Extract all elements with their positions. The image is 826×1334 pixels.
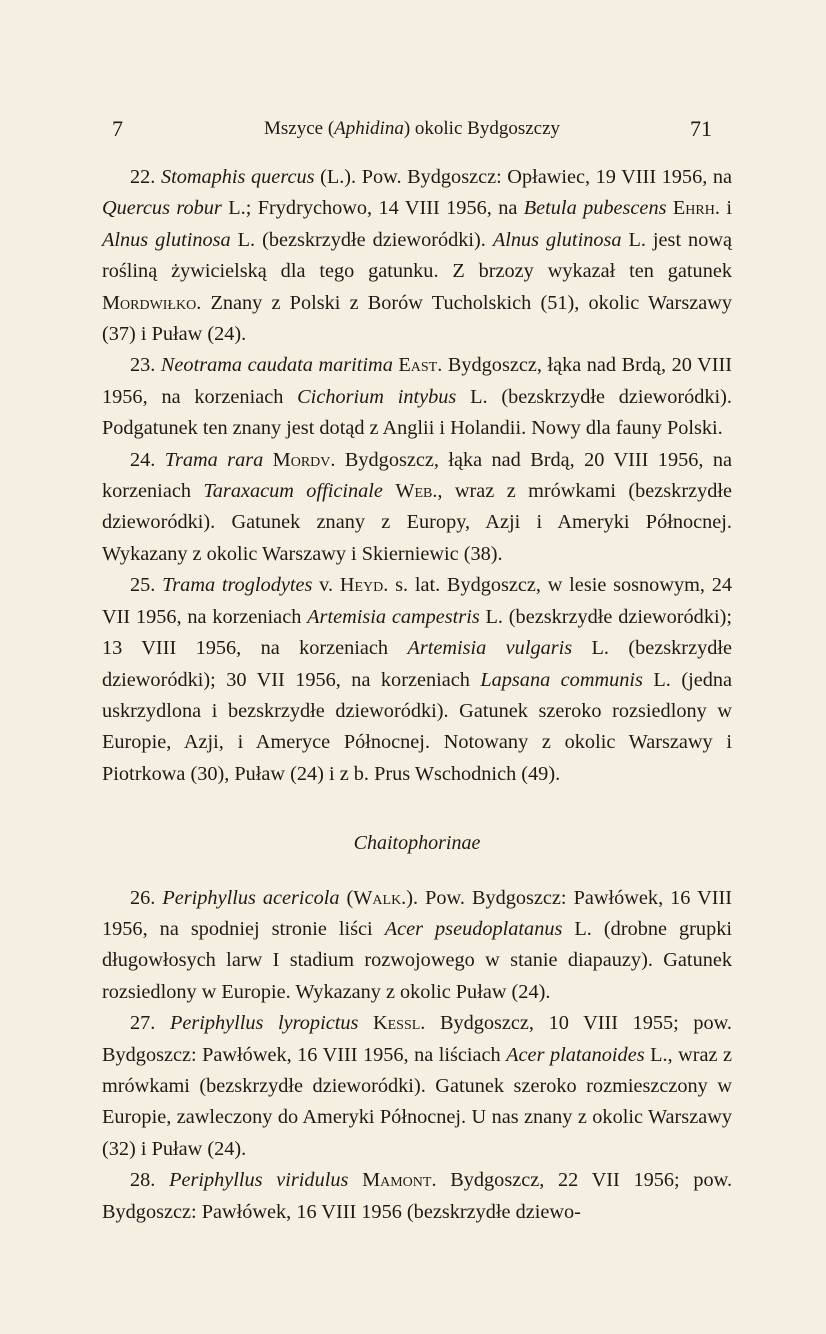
running-header	[112, 112, 712, 148]
section-heading: Chaitophorinae	[353, 832, 481, 855]
species-name: Trama rara	[164, 448, 264, 471]
species-name: Periphyllus acericola	[162, 886, 340, 909]
species-name: Neotrama caudata maritima	[160, 354, 393, 377]
species-name: Stomaphis quercus	[160, 166, 315, 188]
page-number: 71	[690, 116, 712, 141]
entry-22: 22. Stomaphis quercus (L.). Pow. Bydgoszcz: Opławiec, 19 VIII 1956, na Quercus robur L.; Frydrychowo, 14 VIII 1956, na Betula pubescens Ehrh. i Alnus glutinosa L. (bezskrzydłe dzieworódki). Alnus glutinosa L. jest nową rośliną żywicielską dla tego gatunku. Z brzozy wykazał ten gatunek Mordwiłko. Znany z Polski z Borów Tucholskich (51), okolic Warszawy (37) i Puław (24).	[102, 166, 733, 346]
entry-26: 26. Periphyllus acericola (Walk.). Pow. Bydgoszcz: Pawłówek, 16 VIII 1956, na spodniej stronie liści Acer pseudoplatanus L. (drobne grupki długowłosych larw I stadium rozwojowego w stanie diapauzy). Gatunek rozsiedlony w Europie. Wykazany z okolic Puław (24).	[102, 886, 732, 1003]
article-body	[102, 162, 732, 1228]
entry-24: 24. Trama rara Mordv. Bydgoszcz, łąka nad Brdą, 20 VIII 1956, na korzeniach Taraxacum officinale Web., wraz z mrówkami (bezskrzydłe dzieworódki). Gatunek znany z Europy, Azji i Ameryki Północnej. Wykazany z okolic Warszawy i Skierniewic (38).	[102, 448, 733, 565]
entry-23: 23. Neotrama caudata maritima East. Bydgoszcz, łąka nad Brdą, 20 VIII 1956, na korzeniach Cichorium intybus L. (bezskrzydłe dzieworódki). Podgatunek ten znany jest dotąd z Anglii i Holandii. Nowy dla fauny Polski.	[102, 354, 733, 440]
entry-25: 25. Trama troglodytes v. Heyd. s. lat. Bydgoszcz, w lesie sosnowym, 24 VII 1956, na korzeniach Artemisia campestris L. (bezskrzydłe dzieworódki); 13 VIII 1956, na korzeniach Artemisia vulgaris L. (bezskrzydłe dzieworódki); 30 VII 1956, na korzeniach Lapsana communis L. (jedna uskrzydlona i bezskrzydłe dzieworódki). Gatunek szeroko rozsiedlony w Europie, Azji, i Ameryce Północnej. Notowany z okolic Warszawy i Piotrkowa (30), Puław (24) i z b. Prus Wschodnich (49).	[102, 574, 732, 785]
running-title: Mszyce (Aphidina) okolic Bydgoszczy	[263, 118, 561, 139]
entry-28: 28. Periphyllus viridulus Mamont. Bydgoszcz, 22 VII 1956; pow. Bydgoszcz: Pawłówek, 16 VIII 1956 (bezskrzydłe dziewo-	[102, 1169, 733, 1223]
species-name: Periphyllus viridulus	[169, 1169, 349, 1192]
species-name: Trama troglodytes	[162, 574, 313, 597]
header-left-mark: 7	[112, 116, 123, 141]
entry-27: 27. Periphyllus lyropictus Kessl. Bydgoszcz, 10 VIII 1955; pow. Bydgoszcz: Pawłówek, 16 VIII 1956, na liściach Acer platanoides L., wraz z mrówkami (bezskrzydłe dzieworódki). Gatunek szeroko rozmieszczony w Europie, zawleczony do Ameryki Północnej. U nas znany z okolic Warszawy (32) i Puław (24).	[102, 1012, 733, 1160]
species-name: Periphyllus lyropictus	[169, 1012, 359, 1035]
